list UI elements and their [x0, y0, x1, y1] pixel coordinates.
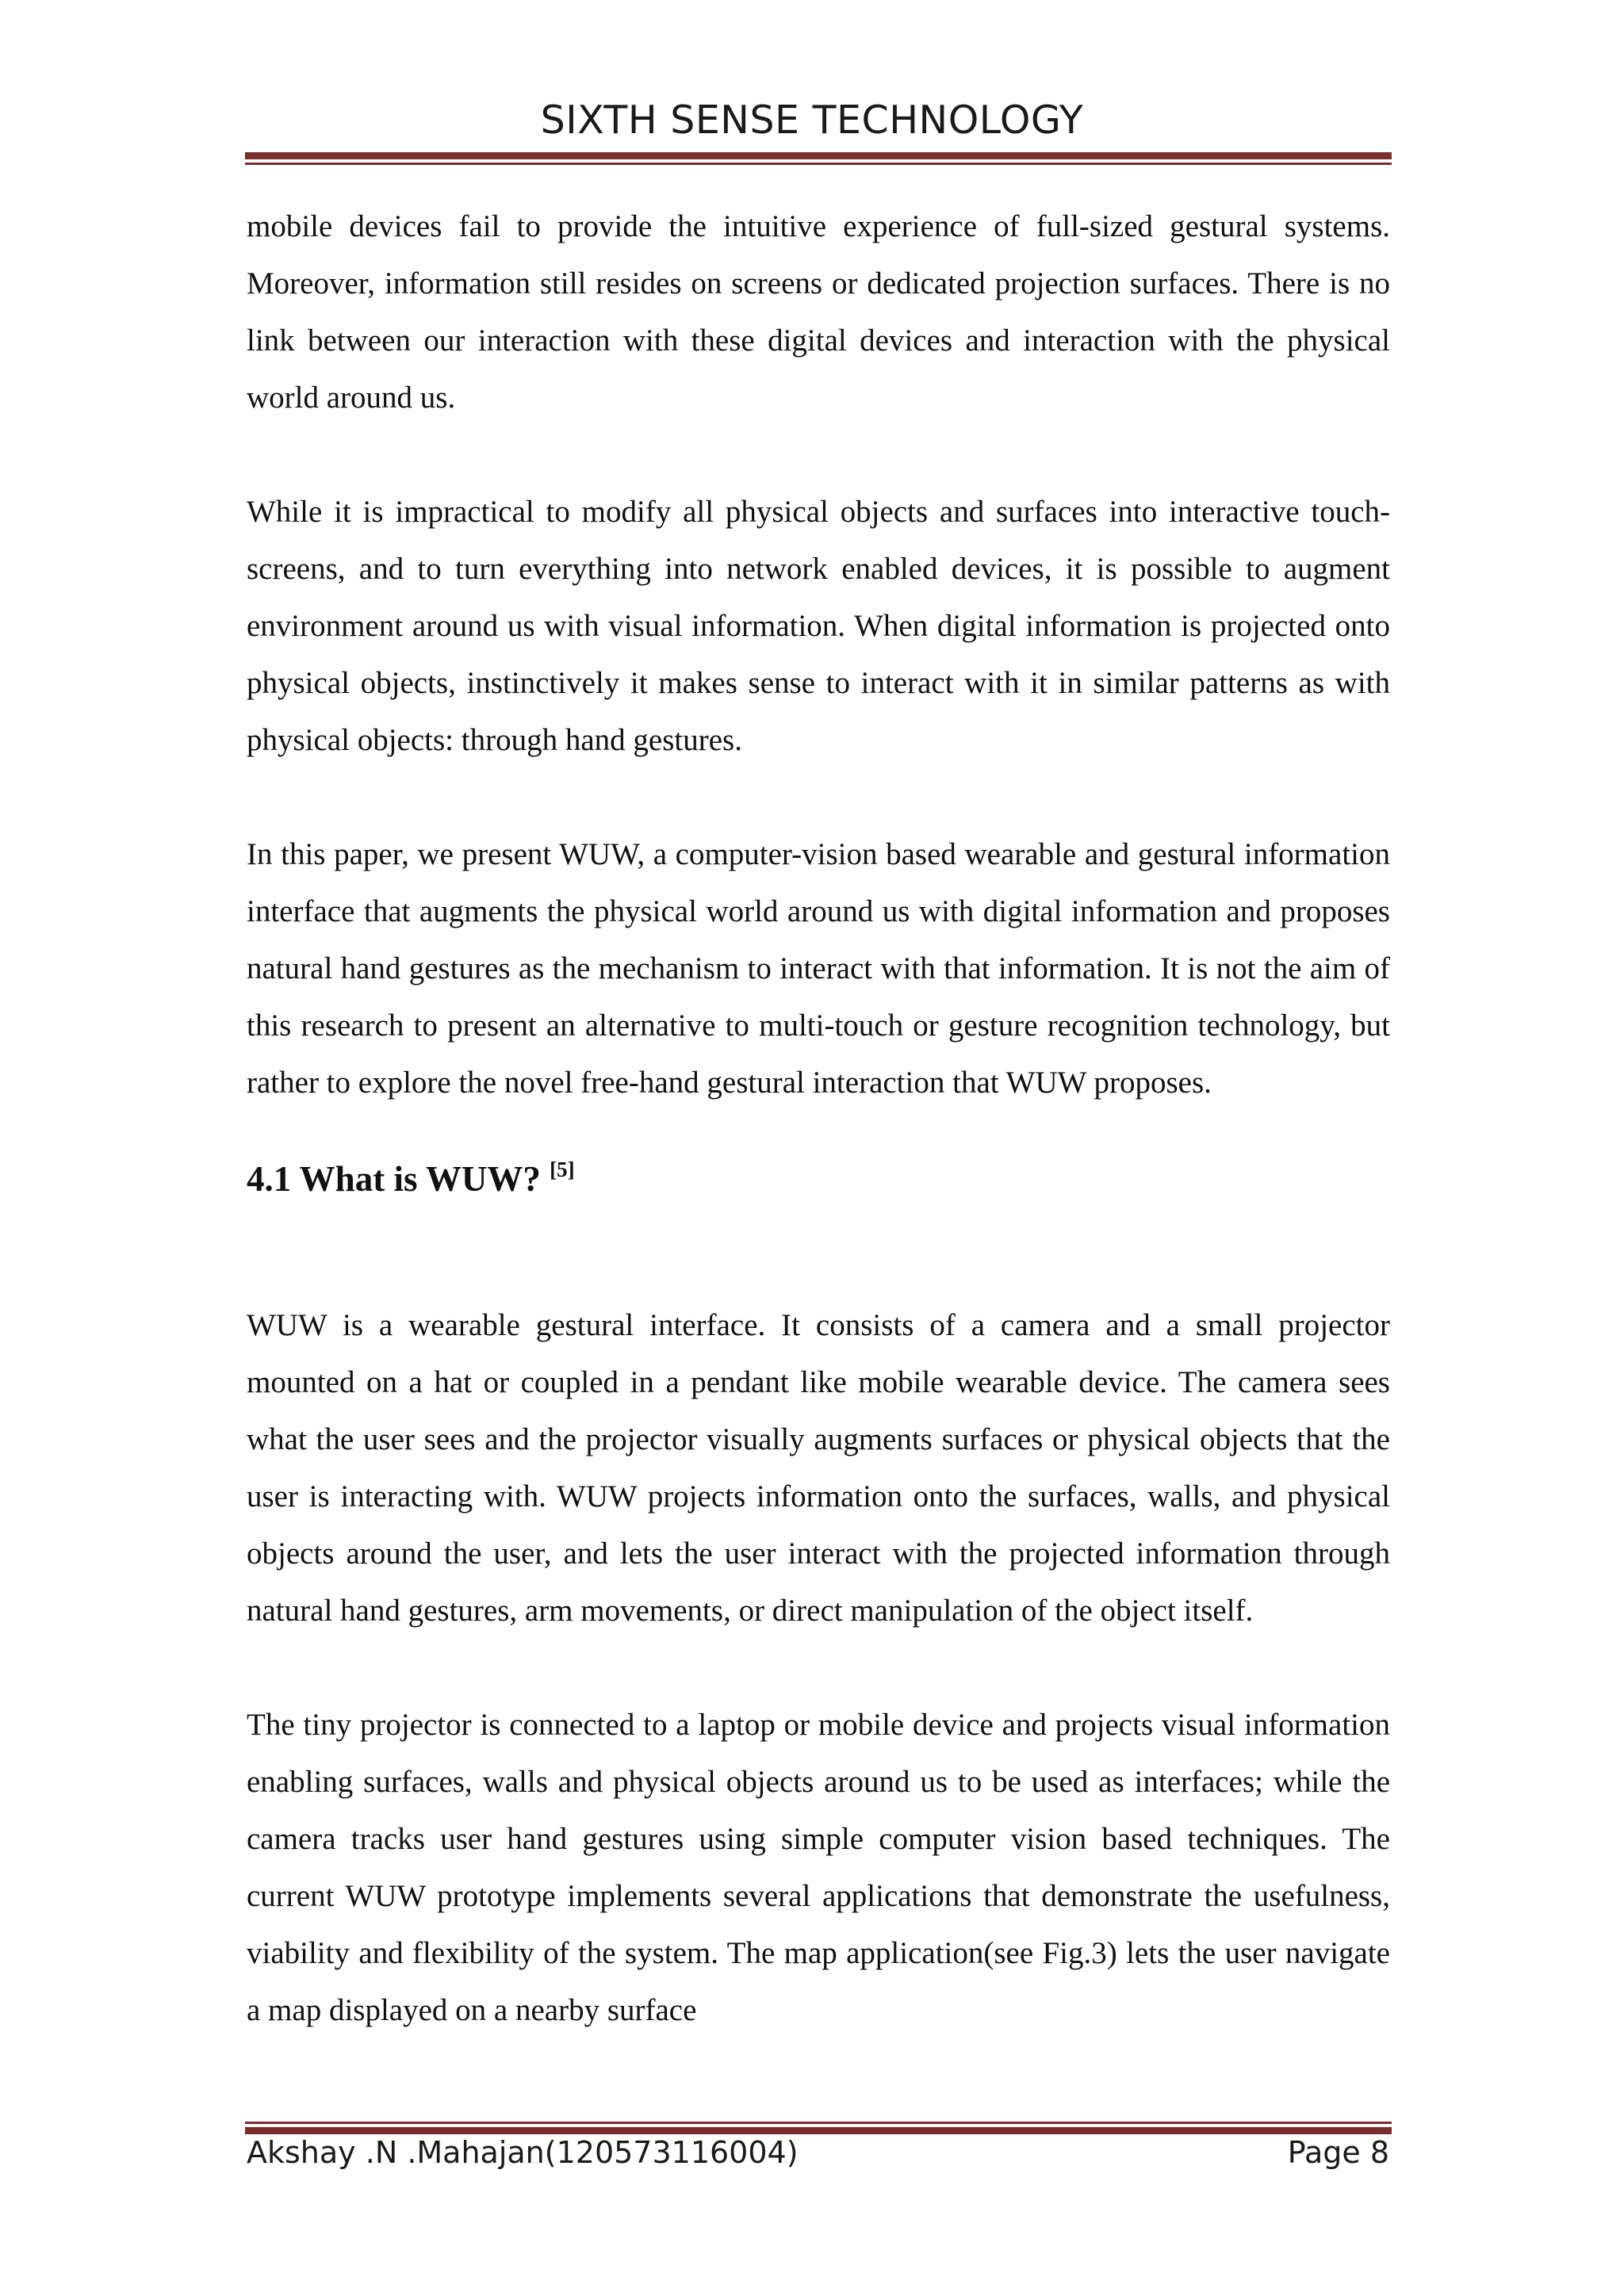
body-text: [247, 198, 1390, 2039]
paragraph-continued: mobile devices fail to provide the intuitive experience of full-sized gestural systems. Moreover, information still resides on screens or dedicated projection surfaces. There is no link between our interaction with these digital devices and interaction with the physical world around us.: [247, 209, 1390, 415]
header-rule: [245, 152, 1392, 165]
footer-page-number: Page 8: [1287, 2135, 1389, 2170]
paragraph-present-wuw: In this paper, we present WUW, a computer-vision based wearable and gestural information interface that augments the physical world around us with digital information and proposes natural hand gestures as the mechanism to interact with that information. It is not the aim of this research to present an alternative to multi-touch or gesture recognition technology, but rather to explore the novel free-hand gestural interaction that WUW proposes.: [247, 837, 1390, 1100]
running-header-title: SIXTH SENSE TECHNOLOGY: [540, 98, 1084, 143]
footer-rule-thin-line: [245, 2122, 1392, 2124]
header-rule-thick-line: [245, 152, 1392, 159]
paragraph-tiny-projector: The tiny projector is connected to a laptop or mobile device and projects visual information enabling surfaces, walls and physical objects around us to be used as interfaces; while the camera tracks user hand gestures using simple computer vision based techniques. The current WUW prototype implements several applications that demonstrate the usefulness, viability and flexibility of the system. The map application(see Fig.3) lets the user navigate a map displayed on a nearby surface: [247, 1708, 1390, 2027]
section-heading-text: 4.1 What is WUW?: [247, 1159, 541, 1199]
section-heading: [247, 1143, 1390, 1215]
footer-author: Akshay .N .Mahajan(120573116004): [247, 2135, 799, 2170]
header-rule-thin-line: [245, 163, 1392, 165]
paragraph-wuw-definition: WUW is a wearable gestural interface. It consists of a camera and a small projector mounted on a hat or coupled in a pendant like mobile wearable device. The camera sees what the user sees and the projector visually augments surfaces or physical objects that the user is interacting with. WUW projects information onto the surfaces, walls, and physical objects around the user, and lets the user interact with the projected information through natural hand gestures, arm movements, or direct manipulation of the object itself.: [247, 1308, 1390, 1628]
paragraph-impractical: While it is impractical to modify all physical objects and surfaces into interactive touch-screens, and to turn everything into network enabled devices, it is possible to augment environment around us with visual information. When digital information is projected onto physical objects, instinctively it makes sense to interact with it in similar patterns as with physical objects: through hand gestures.: [247, 495, 1390, 757]
section-heading-citation: [5]: [550, 1158, 575, 1181]
